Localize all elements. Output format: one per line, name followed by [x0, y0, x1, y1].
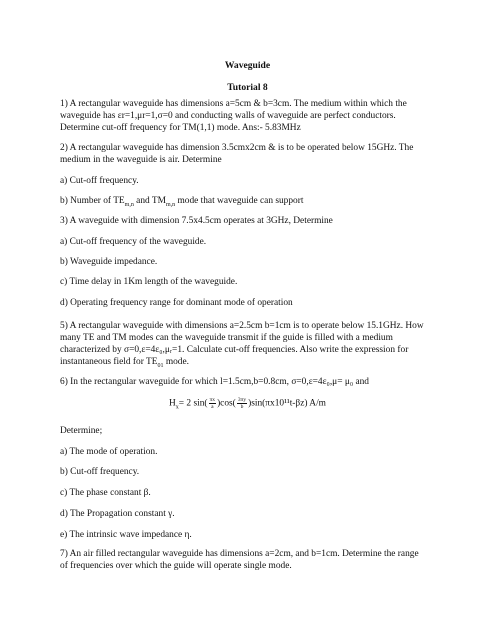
question-6d: d) The Propagation constant γ.: [60, 509, 175, 519]
subscript: 01: [157, 362, 164, 369]
text-span: mode that waveguide can support: [175, 196, 304, 206]
text-line: waveguide has εr=1,μr=1,σ=0 and conducting walls of waveguide are perfect conductors.: [60, 111, 396, 121]
subscript: m,n: [165, 201, 176, 208]
text-line: 7) An air filled rectangular waveguide has dimensions a=2cm, and b=1cm. Determine the range: [60, 549, 419, 559]
document-title: Waveguide: [224, 60, 271, 71]
fraction-denominator: a: [211, 404, 214, 410]
text-span: )sin(πx10¹¹t-βz) A/m: [248, 398, 326, 409]
question-6: 6) In the rectangular waveguide for which l=1.5cm,b=0.8cm, σ=0,ε=4ε₀,μ= μ₀ and: [60, 377, 369, 387]
question-3a: a) Cut-off frequency of the waveguide.: [60, 237, 207, 247]
text-span: )cos(: [217, 398, 236, 409]
text-line: many TE and TM modes can the waveguide transmit if the guide is filled with a medium: [60, 333, 393, 343]
text-span: mode.: [163, 357, 189, 367]
text-line: 5) A rectangular waveguide with dimensions a=2.5cm b=1cm is to operate below 15.1GHz. How: [60, 321, 424, 331]
question-2: [60, 142, 445, 166]
text-line: 2) A rectangular waveguide has dimension 3.5cmx2cm & is to be operated below 15GHz. The: [60, 143, 414, 153]
question-3c: c) Time delay in 1Km length of the waveguide.: [60, 277, 238, 287]
text-span: b) Number of TE: [60, 196, 125, 206]
text-span: H: [169, 398, 176, 409]
question-6c: c) The phase constant β.: [60, 488, 151, 498]
subscript: m,n: [124, 201, 134, 208]
question-7: [60, 548, 445, 572]
question-2b: [60, 195, 445, 207]
question-6b: b) Cut-off frequency.: [60, 467, 140, 477]
text-line: Determine cut-off frequency for TM(1,1) mode. Ans:- 5.83MHz: [60, 123, 301, 133]
text-line: 1) A rectangular waveguide has dimensions a=5cm & b=3cm. The medium within which the: [60, 99, 407, 109]
subscript: x: [175, 404, 179, 411]
text-line: medium in the waveguide is air. Determine: [60, 155, 222, 165]
question-6a: a) The mode of operation.: [60, 447, 158, 457]
document-subtitle: Tutorial 8: [227, 82, 268, 93]
fraction: [209, 397, 217, 410]
text-span: and TM: [133, 196, 166, 206]
question-6e: e) The intrinsic wave impedance η.: [60, 530, 192, 540]
question-1: [60, 98, 445, 134]
question-5: [60, 320, 445, 368]
question-3b: b) Waveguide impedance.: [60, 257, 158, 267]
fraction-numerator: 3πy: [237, 397, 247, 403]
text-line: of frequencies over which the guide will operate single mode.: [60, 561, 292, 571]
fraction-denominator: b: [240, 404, 244, 410]
question-3d: d) Operating frequency range for dominant mode of operation: [60, 298, 293, 308]
text-span: instantaneous field for TE: [60, 357, 158, 367]
fraction: [237, 397, 247, 410]
text-line: [60, 356, 445, 368]
question-2a: a) Cut-off frequency.: [60, 176, 139, 186]
fraction-numerator: πx: [209, 397, 216, 403]
question-6-determine: Determine;: [60, 426, 103, 436]
text-line: characterized by σ=0,ε=4ε₀,μᵣ=1. Calculate cut-off frequencies. Also write the expression for: [60, 345, 409, 355]
question-3: 3) A waveguide with dimension 7.5x4.5cm operates at 3GHz, Determine: [60, 216, 333, 226]
field-equation: [0, 397, 495, 410]
text-span: = 2 sin(: [178, 398, 208, 409]
